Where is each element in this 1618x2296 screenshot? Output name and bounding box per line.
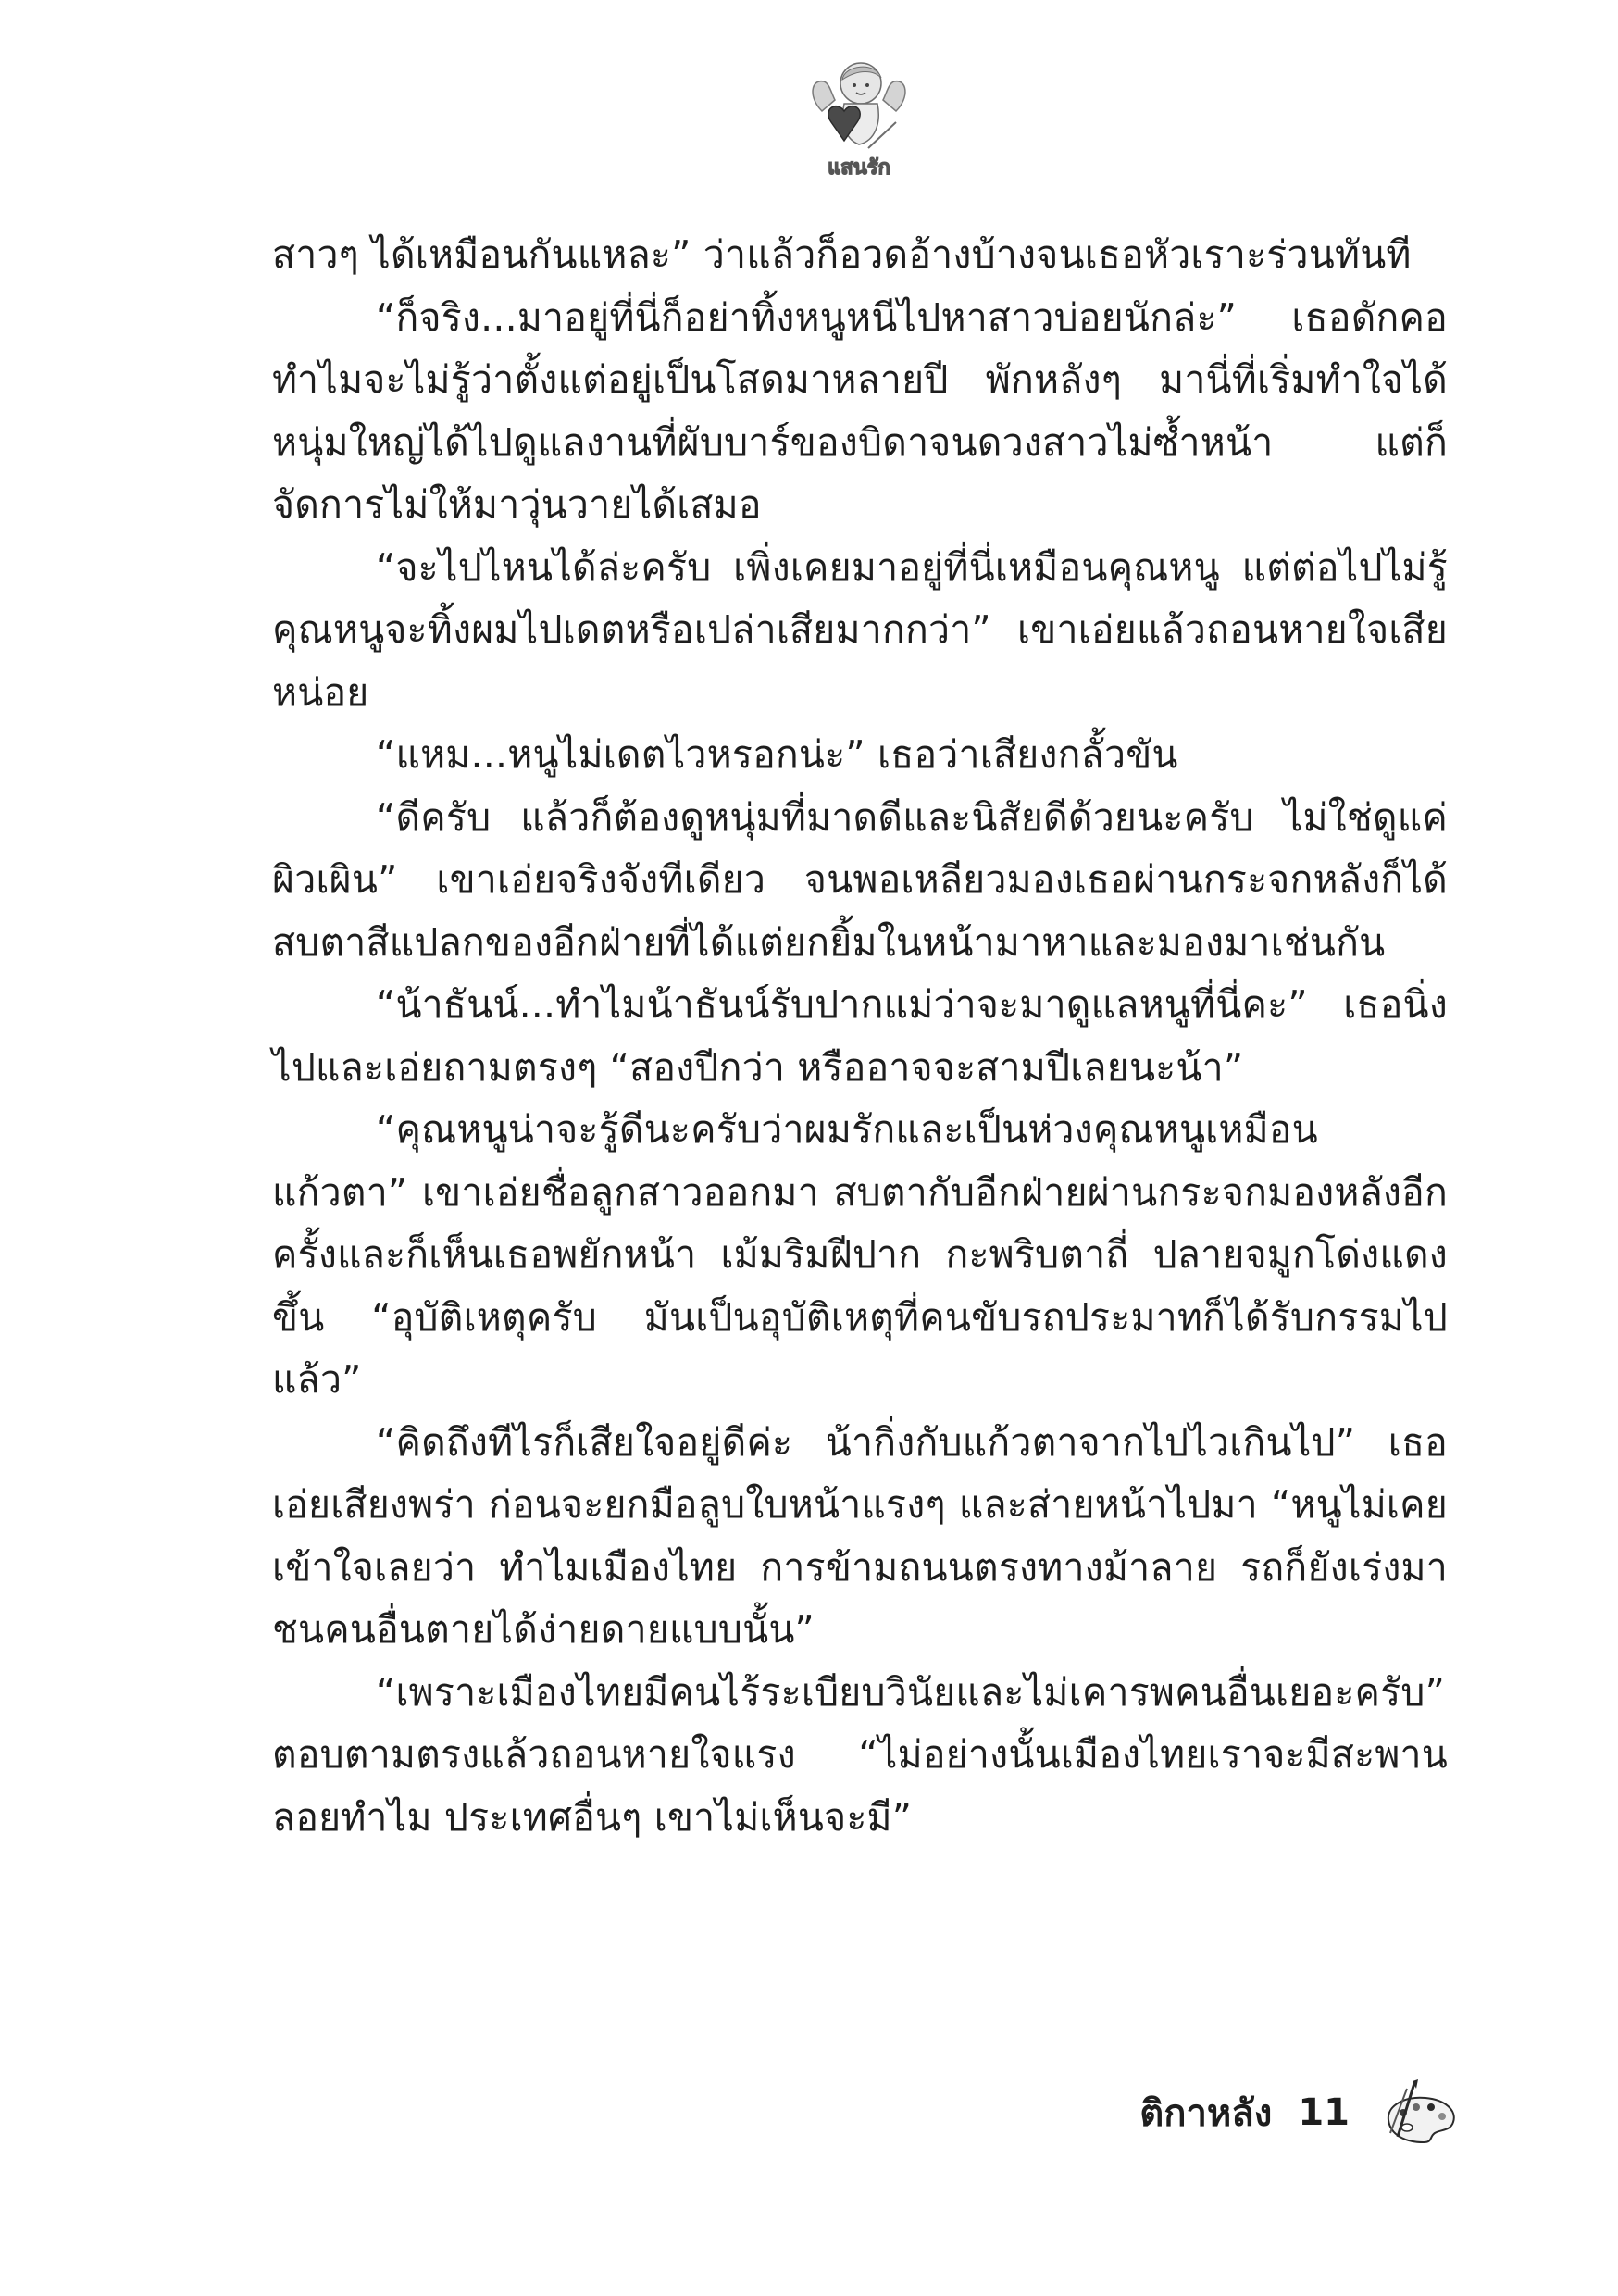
paragraph-5: “ดีครับ แล้วก็ต้องดูหนุ่มที่มาดดีและนิสัยดีด้วยนะครับ ไม่ใช่ดูแค่ผิวเผิน” เขาเอ่ยจริงจังทีเดียว จนพอเหลียวมองเธอผ่านกระจกหลังก็ได้สบตาสีแปลกของอีกฝ่ายที่ได้แต่ยกยิ้มในหน้ามาหาและมองมาเช่นกัน (272, 794, 1448, 965)
paragraph-9: “เพราะเมืองไทยมีคนไร้ระเบียบวินัยและไม่เคารพคนอื่นเยอะครับ” ตอบตามตรงแล้วถอนหายใจแรง “ไม่อย่างนั้นเมืองไทยเราจะมีสะพานลอยทำไม ประเทศอื่นๆ เขาไม่เห็นจะมี” (272, 1669, 1448, 1840)
paragraph-6: “น้าธันน์...ทำไมน้าธันน์รับปากแม่ว่าจะมาดูแลหนูที่นี่คะ” เธอนิ่งไปและเอ่ยถามตรงๆ “สองปีกว่า หรืออาจจะสามปีเลยนะน้า” (272, 982, 1448, 1090)
paragraph-4: “แหม...หนูไม่เดตไวหรอกน่ะ” เธอว่าเสียงกลั้วขัน (376, 732, 1178, 777)
paragraph-3: “จะไปไหนได้ล่ะครับ เพิ่งเคยมาอยู่ที่นี่เหมือนคุณหนู แต่ต่อไปไม่รู้คุณหนูจะทิ้งผมไปเดตหรือเปล่าเสียมากกว่า” เขาเอ่ยแล้วถอนหายใจเสียหน่อย (272, 544, 1448, 715)
paragraph-2: “ก็จริง...มาอยู่ที่นี่ก็อย่าทิ้งหนูหนีไปหาสาวบ่อยนักล่ะ” เธอดักคอ ทำไมจะไม่รู้ว่าตั้งแต่อยู่เป็นโสดมาหลายปี พักหลังๆ มานี่ที่เริ่มทำใจได้ หนุ่มใหญ่ได้ไปดูแลงานที่ผับบาร์ของบิดาจนดวงสาวไม่ซ้ำหน้า แต่ก็จัดการไม่ให้มาวุ่นวายได้เสมอ (272, 294, 1448, 527)
paragraph-7: “คุณหนูน่าจะรู้ดีนะครับว่าผมรักและเป็นห่วงคุณหนูเหมือนแก้วตา” เขาเอ่ยชื่อลูกสาวออกมา สบตากับอีกฝ่ายผ่านกระจกมองหลังอีกครั้งและก็เห็นเธอพยักหน้า เม้มริมฝีปาก กะพริบตาถี่ ปลายจมูกโด่งแดงขึ้น “อุบัติเหตุครับ มันเป็นอุบัติเหตุที่คนขับรถประมาทก็ได้รับกรรมไปแล้ว” (272, 1107, 1448, 1402)
paragraph-8: “คิดถึงทีไรก็เสียใจอยู่ดีค่ะ น้ากิ่งกับแก้วตาจากไปไวเกินไป” เธอเอ่ยเสียงพร่า ก่อนจะยกมือลูบใบหน้าแรงๆ และส่ายหน้าไปมา “หนูไม่เคยเข้าใจเลยว่า ทำไมเมืองไทย การข้ามถนนตรงทางม้าลาย รถก็ยังเร่งมาชนคนอื่นตายได้ง่ายดายแบบนั้น” (272, 1419, 1448, 1652)
body-text (272, 224, 1448, 1849)
paragraph-1: สาวๆ ได้เหมือนกันแหละ” ว่าแล้วก็อวดอ้างบ้างจนเธอหัวเราะร่วนทันที (272, 232, 1412, 277)
page-number: 11 (1298, 2091, 1350, 2134)
page-footer (1139, 2076, 1461, 2150)
paint-palette-icon (1379, 2079, 1461, 2146)
logo-text: แสนรัก (828, 156, 890, 180)
cupid-heart-logo (803, 56, 915, 185)
running-title: ติกาหลัง (1139, 2092, 1273, 2135)
